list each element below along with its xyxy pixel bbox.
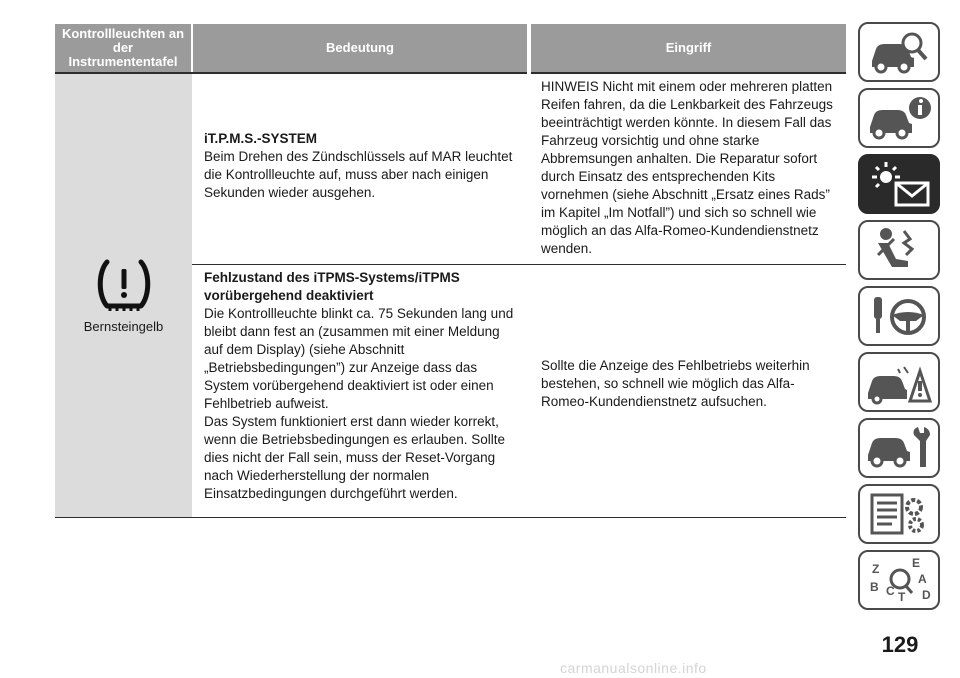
car-search-icon — [864, 27, 934, 77]
row-1-title: iT.P.M.S.-SYSTEM — [204, 131, 318, 146]
svg-text:D: D — [922, 588, 931, 602]
svg-text:C: C — [886, 584, 895, 598]
nav-tab-maintenance[interactable] — [858, 418, 940, 478]
table-row — [55, 73, 846, 265]
row-1-action: HINWEIS Nicht mit einem oder mehreren platten Reifen fahren, da die Lenkbarkeit des Fahrzeugs beeinträchtigt werden könnte. In diesem Fall das Fahrzeug vorsichtig und ohne starke Abbremsungen anhalten. Die Reparatur sofort durch Einsatz des entsprechenden Kits vornehmen (siehe Abschnitt „Ersatz eines Rads” im Kapitel „Im Notfall”) und sich so schnell wie möglich an das Alfa-Romeo-Kundendienstnetz wenden. — [529, 73, 846, 265]
svg-text:Z: Z — [872, 562, 880, 576]
svg-text:A: A — [918, 572, 927, 586]
nav-tab-safety[interactable] — [858, 220, 940, 280]
car-crash-icon — [864, 357, 934, 407]
chapter-nav — [858, 22, 944, 616]
warning-lights-table — [55, 24, 846, 518]
car-wrench-icon — [864, 423, 934, 473]
spec-sheet-gear-icon — [864, 489, 934, 539]
table-header-row — [55, 24, 846, 73]
row-1-text: Beim Drehen des Zündschlüssels auf MAR leuchtet die Kontrollleuchte auf, muss aber nach einigen Sekunden wieder ausgehen. — [204, 149, 513, 200]
nav-tab-technical-data[interactable] — [858, 484, 940, 544]
warning-light-message-icon — [864, 159, 934, 209]
row-1-meaning — [192, 73, 529, 265]
watermark: carmanualsonline.info — [560, 660, 707, 676]
nav-tab-knowing-car[interactable] — [858, 22, 940, 82]
row-2-action: Sollte die Anzeige des Fehlbetriebs weiterhin bestehen, so schnell wie möglich das Alfa-Romeo-Kundendienstnetz aufsuchen. — [529, 265, 846, 518]
svg-text:B: B — [870, 580, 879, 594]
alphabet-index-icon — [864, 555, 934, 605]
key-steering-wheel-icon — [864, 291, 934, 341]
tpms-warning-icon — [95, 256, 153, 312]
row-2-title: Fehlzustand des iTPMS-Systems/iTPMS vorübergehend deaktiviert — [204, 270, 460, 303]
lamp-cell — [55, 73, 192, 518]
svg-text:E: E — [912, 556, 921, 570]
header-meaning: Bedeutung — [192, 24, 529, 73]
airbag-seat-icon — [864, 225, 934, 275]
row-2-meaning — [192, 265, 529, 518]
row-2-text-2: Das System funktioniert erst dann wieder korrekt, wenn die Betriebsbedingungen es erlauben. Sollte dies nicht der Fall sein, muss der Reset-Vorgang nach Wiederherstellung der normalen Einsatzbedingungen durchgeführt werden. — [204, 414, 505, 501]
header-action: Eingriff — [529, 24, 846, 73]
car-info-icon — [864, 93, 934, 143]
nav-tab-index[interactable] — [858, 550, 940, 610]
svg-text:T: T — [898, 590, 906, 604]
header-lamp: Kontrollleuchten an der Instrumententafel — [55, 24, 192, 73]
nav-tab-warning-lights[interactable] — [858, 154, 940, 214]
nav-tab-starting-driving[interactable] — [858, 286, 940, 346]
page-number: 129 — [881, 632, 919, 657]
row-2-text: Die Kontrollleuchte blinkt ca. 75 Sekunden lang und bleibt dann fest an (zusammen mit einer Meldung auf dem Display) (siehe Abschnitt „Betriebsbedingungen”) zur Anzeige dass das System vorübergehend deaktiviert ist oder einen Fehlbetrieb aufweist. — [204, 306, 514, 411]
nav-tab-dashboard[interactable] — [858, 88, 940, 148]
lamp-color-label: Bernsteingelb — [83, 318, 164, 334]
nav-tab-emergency[interactable] — [858, 352, 940, 412]
